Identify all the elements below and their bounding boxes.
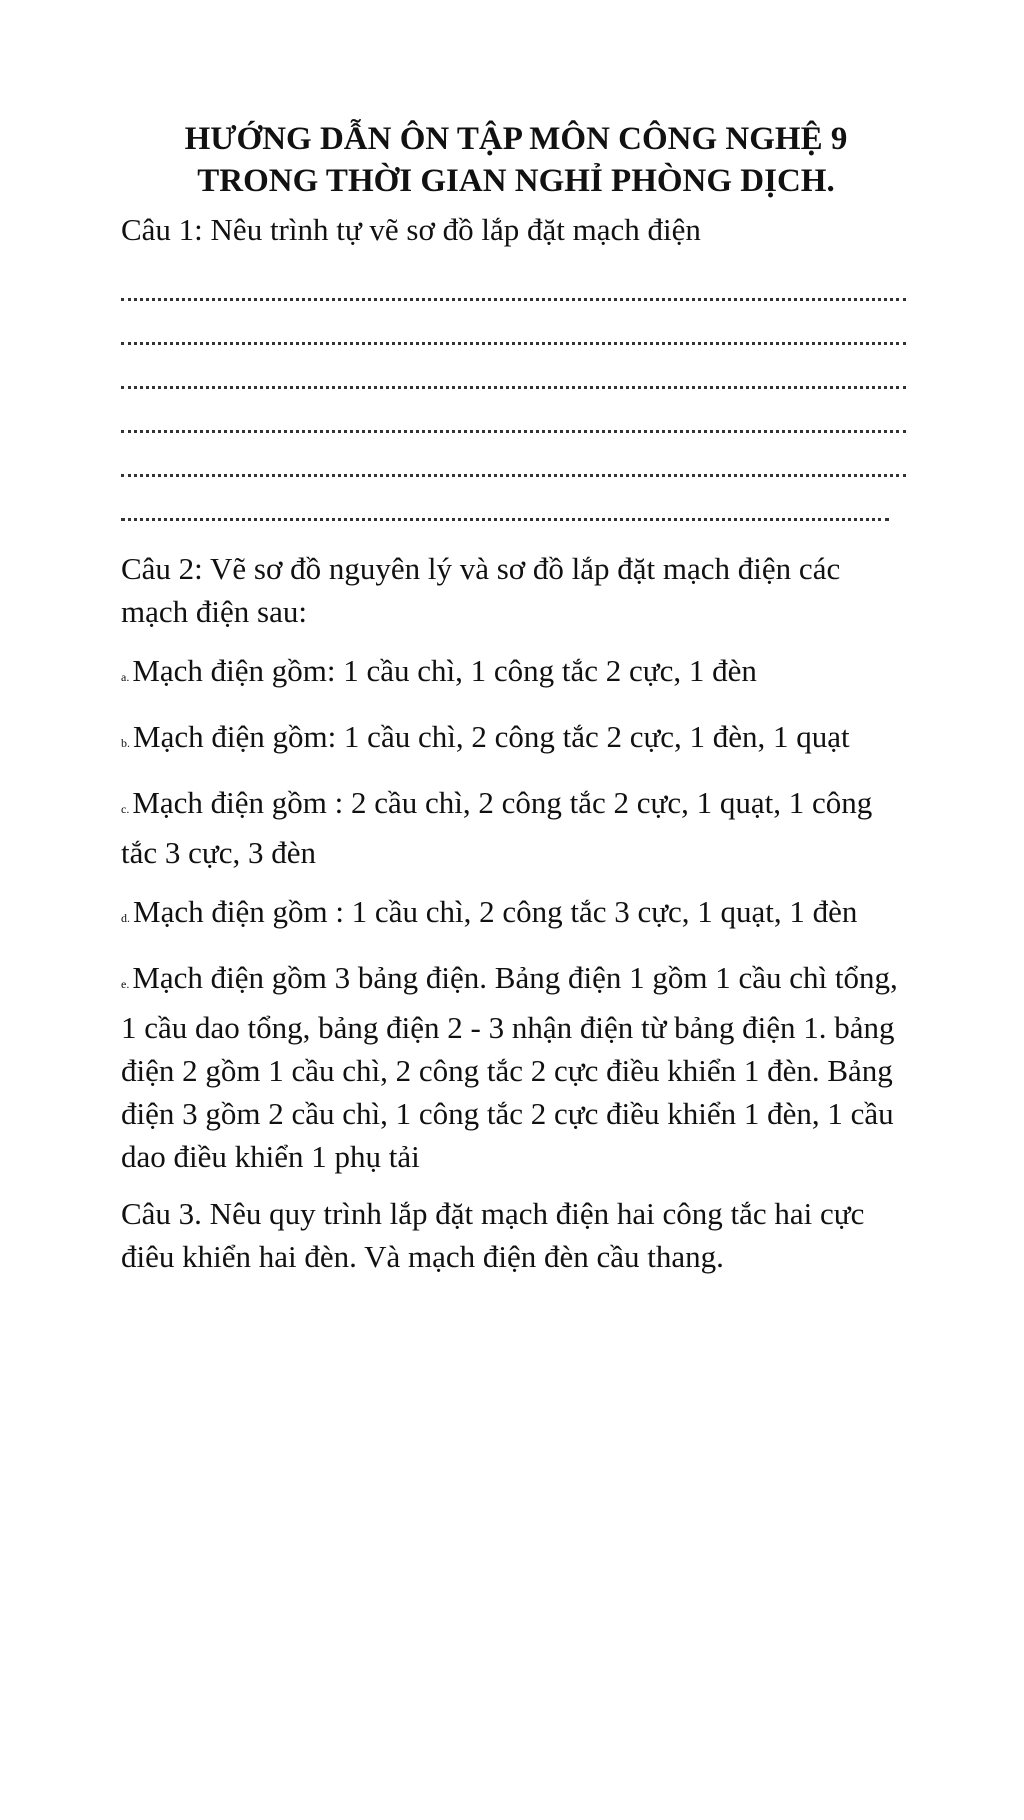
- answer-line: [121, 345, 906, 389]
- answer-line: [121, 257, 906, 301]
- list-item: [121, 649, 911, 699]
- list-marker: d.: [121, 911, 130, 925]
- list-marker: c.: [121, 802, 130, 816]
- document-title: [121, 118, 911, 202]
- list-item-text: Mạch điện gồm 3 bảng điện. Bảng điện 1 gồm 1 cầu chì tổng, 1 cầu dao tổng, bảng điện 2 - 3 nhận điện từ bảng điện 1. bảng điện 2 gồm 1 cầu chì, 2 công tắc 2 cực điều khiển 1 đèn. Bảng điện 3 gồm 2 cầu chì, 1 công tắc 2 cực điều khiển 1 đèn, 1 cầu dao điều khiển 1 phụ tải: [121, 960, 898, 1174]
- list-item: [121, 715, 911, 765]
- list-item-text: Mạch điện gồm : 1 cầu chì, 2 công tắc 3 cực, 1 quạt, 1 đèn: [133, 894, 858, 929]
- answer-line: [121, 301, 906, 345]
- list-item-text: Mạch điện gồm: 1 cầu chì, 1 công tắc 2 cực, 1 đèn: [132, 653, 757, 688]
- question-2-items: [121, 649, 911, 1178]
- document-page: [121, 118, 911, 1278]
- list-marker: b.: [121, 736, 130, 750]
- title-line-1: HƯỚNG DẪN ÔN TẬP MÔN CÔNG NGHỆ 9: [184, 121, 848, 157]
- question-1: Câu 1: Nêu trình tự vẽ sơ đồ lắp đặt mạch điện: [121, 212, 701, 247]
- list-item: [121, 890, 911, 940]
- list-item: [121, 781, 911, 874]
- list-item: [121, 956, 911, 1178]
- answer-line: [121, 389, 906, 433]
- question-2: Câu 2: Vẽ sơ đồ nguyên lý và sơ đồ lắp đặt mạch điện các mạch điện sau:: [121, 551, 841, 629]
- answer-line: [121, 433, 906, 477]
- answer-line: [121, 477, 889, 521]
- list-marker: e.: [121, 977, 130, 991]
- list-item-text: Mạch điện gồm: 1 cầu chì, 2 công tắc 2 cực, 1 đèn, 1 quạt: [133, 719, 850, 754]
- answer-lines: [121, 257, 911, 521]
- title-line-2: TRONG THỜI GIAN NGHỈ PHÒNG DỊCH.: [197, 163, 835, 199]
- list-marker: a.: [121, 670, 130, 684]
- question-3: Câu 3. Nêu quy trình lắp đặt mạch điện hai công tắc hai cực điêu khiển hai đèn. Và mạch điện đèn cầu thang.: [121, 1196, 865, 1274]
- list-item-text: Mạch điện gồm : 2 cầu chì, 2 công tắc 2 cực, 1 quạt, 1 công tắc 3 cực, 3 đèn: [121, 785, 873, 870]
